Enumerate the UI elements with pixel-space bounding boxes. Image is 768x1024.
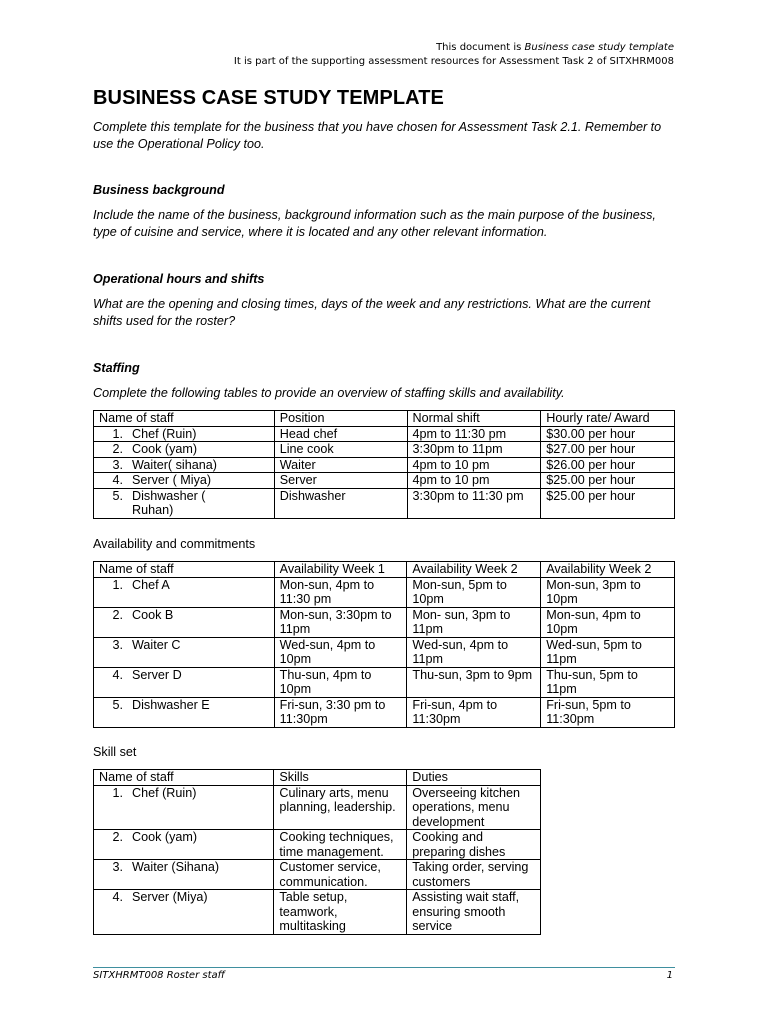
shift-cell: 3:30pm to 11:30 pm: [407, 488, 541, 518]
staff-name: Waiter( sihana): [132, 457, 217, 472]
table-row: [94, 607, 675, 637]
table-row: [94, 442, 675, 458]
rate-cell: $30.00 per hour: [541, 426, 675, 442]
staff-name: Cook B: [132, 607, 174, 622]
row-number: 3.: [112, 860, 123, 874]
row-number: 1.: [112, 577, 123, 592]
section-text-background: Include the name of the business, background information such as the main purpose of the business, type of cuisine and service, where it is located and any other relevant information.: [93, 208, 656, 239]
table-row: [94, 637, 675, 667]
footer-page-number: 1: [666, 970, 673, 981]
staff-name-cell: [94, 785, 274, 830]
staff-name-cell: [94, 442, 275, 458]
header-cell: Availability Week 2: [407, 562, 541, 578]
row-number: 2.: [112, 607, 123, 622]
position-cell: Server: [274, 473, 407, 489]
availability-label: Availability and commitments: [93, 537, 256, 551]
row-number: 5.: [112, 488, 123, 503]
staff-name: Waiter C: [132, 637, 181, 652]
rate-cell: $26.00 per hour: [541, 457, 675, 473]
position-cell: Line cook: [274, 442, 407, 458]
header-doc-name: Business case study template: [524, 42, 674, 53]
rate-cell: $27.00 per hour: [541, 442, 675, 458]
table-row: [94, 488, 675, 518]
table-row: [94, 890, 541, 935]
availability-week2-cell: Mon-sun, 5pm to 10pm: [407, 577, 541, 607]
availability-week2-cell: Wed-sun, 4pm to 11pm: [407, 637, 541, 667]
staff-name-cell: [94, 426, 275, 442]
staff-name: Server (Miya): [132, 890, 208, 904]
table-row: [94, 697, 675, 727]
staff-name: Cook (yam): [132, 442, 198, 456]
row-number: 4.: [112, 890, 123, 904]
staff-name: Dishwasher ( Ruhan): [132, 488, 206, 517]
position-cell: Head chef: [274, 426, 407, 442]
duties-cell: Assisting wait staff, ensuring smooth service: [407, 890, 541, 935]
availability-week2-cell: Fri-sun, 4pm to 11:30pm: [407, 697, 541, 727]
table-row: [94, 830, 541, 860]
availability-week2b-cell: Fri-sun, 5pm to 11:30pm: [541, 697, 675, 727]
position-cell: Waiter: [274, 457, 407, 473]
availability-table: [93, 561, 675, 728]
availability-week2-cell: Thu-sun, 3pm to 9pm: [407, 667, 541, 697]
header-cell: Skills: [274, 770, 407, 786]
header-cell: Name of staff: [94, 770, 274, 786]
row-number: 4.: [112, 667, 123, 682]
staff-name: Dishwasher E: [132, 697, 210, 712]
row-number: 1.: [112, 426, 123, 441]
section-heading-staffing: Staffing: [93, 361, 140, 375]
footer-document-code: SITXHRMT008 Roster staff: [93, 970, 225, 981]
header-line-2: It is part of the supporting assessment resources for Assessment Task 2 of SITXHRM008: [233, 55, 674, 67]
row-number: 4.: [112, 473, 123, 487]
row-number: 3.: [112, 637, 123, 652]
shift-cell: 3:30pm to 11pm: [407, 442, 541, 458]
staff-name-cell: [94, 577, 275, 607]
header-cell: Availability Week 1: [274, 562, 407, 578]
staff-name-cell: [94, 667, 275, 697]
staff-name: Waiter (Sihana): [132, 860, 220, 874]
skills-table: [93, 769, 541, 935]
row-number: 2.: [112, 830, 123, 844]
availability-week1-cell: Wed-sun, 4pm to 10pm: [274, 637, 407, 667]
header-cell: Position: [274, 411, 407, 427]
header-cell: Hourly rate/ Award: [541, 411, 675, 427]
header-line-1-prefix: This document is: [436, 42, 525, 53]
section-heading-background: Business background: [93, 183, 225, 197]
staff-name-cell: [94, 607, 275, 637]
staff-name-cell: [94, 830, 274, 860]
availability-week2b-cell: Mon-sun, 3pm to 10pm: [541, 577, 675, 607]
staff-name-cell: [94, 473, 275, 489]
intro-paragraph: Complete this template for the business that you have chosen for Assessment Task 2.1. Remember to use the Operational Policy too.: [93, 120, 662, 151]
row-number: 5.: [112, 697, 123, 712]
availability-week1-cell: Mon-sun, 3:30pm to 11pm: [274, 607, 407, 637]
document-header-note: [234, 41, 674, 68]
section-text-staffing: Complete the following tables to provide an overview of staffing skills and availability.: [93, 386, 565, 400]
footer-divider: [93, 967, 675, 968]
staff-name: Cook (yam): [132, 830, 198, 844]
table-header-row: [94, 411, 675, 427]
staff-name-cell: [94, 457, 275, 473]
availability-week1-cell: Mon-sun, 4pm to 11:30 pm: [274, 577, 407, 607]
skill-set-label: Skill set: [93, 745, 137, 759]
staff-name-cell: [94, 697, 275, 727]
row-number: 3.: [112, 457, 123, 472]
skills-cell: Cooking techniques, time management.: [274, 830, 407, 860]
shift-cell: 4pm to 10 pm: [407, 473, 541, 489]
availability-week2b-cell: Thu-sun, 5pm to 11pm: [541, 667, 675, 697]
page-title: BUSINESS CASE STUDY TEMPLATE: [93, 87, 444, 109]
position-cell: Dishwasher: [274, 488, 407, 518]
table-row: [94, 860, 541, 890]
header-cell: Duties: [407, 770, 541, 786]
header-cell: Name of staff: [94, 562, 275, 578]
availability-week2b-cell: Wed-sun, 5pm to 11pm: [541, 637, 675, 667]
table-header-row: [94, 562, 675, 578]
availability-week2-cell: Mon- sun, 3pm to 11pm: [407, 607, 541, 637]
staff-name-cell: [94, 890, 274, 935]
table-row: [94, 785, 541, 830]
staff-name-cell: [94, 860, 274, 890]
rate-cell: $25.00 per hour: [541, 488, 675, 518]
availability-week2b-cell: Mon-sun, 4pm to 10pm: [541, 607, 675, 637]
staff-name-cell: [94, 488, 275, 518]
staff-name: Server D: [132, 667, 182, 682]
row-number: 1.: [112, 785, 123, 800]
table-header-row: [94, 770, 541, 786]
shift-cell: 4pm to 11:30 pm: [407, 426, 541, 442]
header-cell: Name of staff: [94, 411, 275, 427]
section-heading-hours: Operational hours and shifts: [93, 272, 265, 286]
staff-name: Chef (Ruin): [132, 785, 197, 800]
staff-name: Server ( Miya): [132, 473, 212, 487]
row-number: 2.: [112, 442, 123, 456]
shift-cell: 4pm to 10 pm: [407, 457, 541, 473]
skills-cell: Table setup, teamwork, multitasking: [274, 890, 407, 935]
header-cell: Normal shift: [407, 411, 541, 427]
duties-cell: Cooking and preparing dishes: [407, 830, 541, 860]
rate-cell: $25.00 per hour: [541, 473, 675, 489]
table-row: [94, 667, 675, 697]
staff-name: Chef A: [132, 577, 170, 592]
duties-cell: Overseeing kitchen operations, menu development: [407, 785, 541, 830]
table-row: [94, 577, 675, 607]
availability-week1-cell: Fri-sun, 3:30 pm to 11:30pm: [274, 697, 407, 727]
availability-week1-cell: Thu-sun, 4pm to 10pm: [274, 667, 407, 697]
header-cell: Availability Week 2: [541, 562, 675, 578]
duties-cell: Taking order, serving customers: [407, 860, 541, 890]
table-row: [94, 473, 675, 489]
section-text-hours: What are the opening and closing times, days of the week and any restrictions. What are the current shifts used for the roster?: [93, 297, 651, 328]
skills-cell: Customer service, communication.: [274, 860, 407, 890]
table-row: [94, 426, 675, 442]
header-line-1: [234, 41, 674, 55]
staff-name-cell: [94, 637, 275, 667]
staff-table: [93, 410, 675, 519]
table-row: [94, 457, 675, 473]
staff-name: Chef (Ruin): [132, 426, 197, 441]
skills-cell: Culinary arts, menu planning, leadership.: [274, 785, 407, 830]
